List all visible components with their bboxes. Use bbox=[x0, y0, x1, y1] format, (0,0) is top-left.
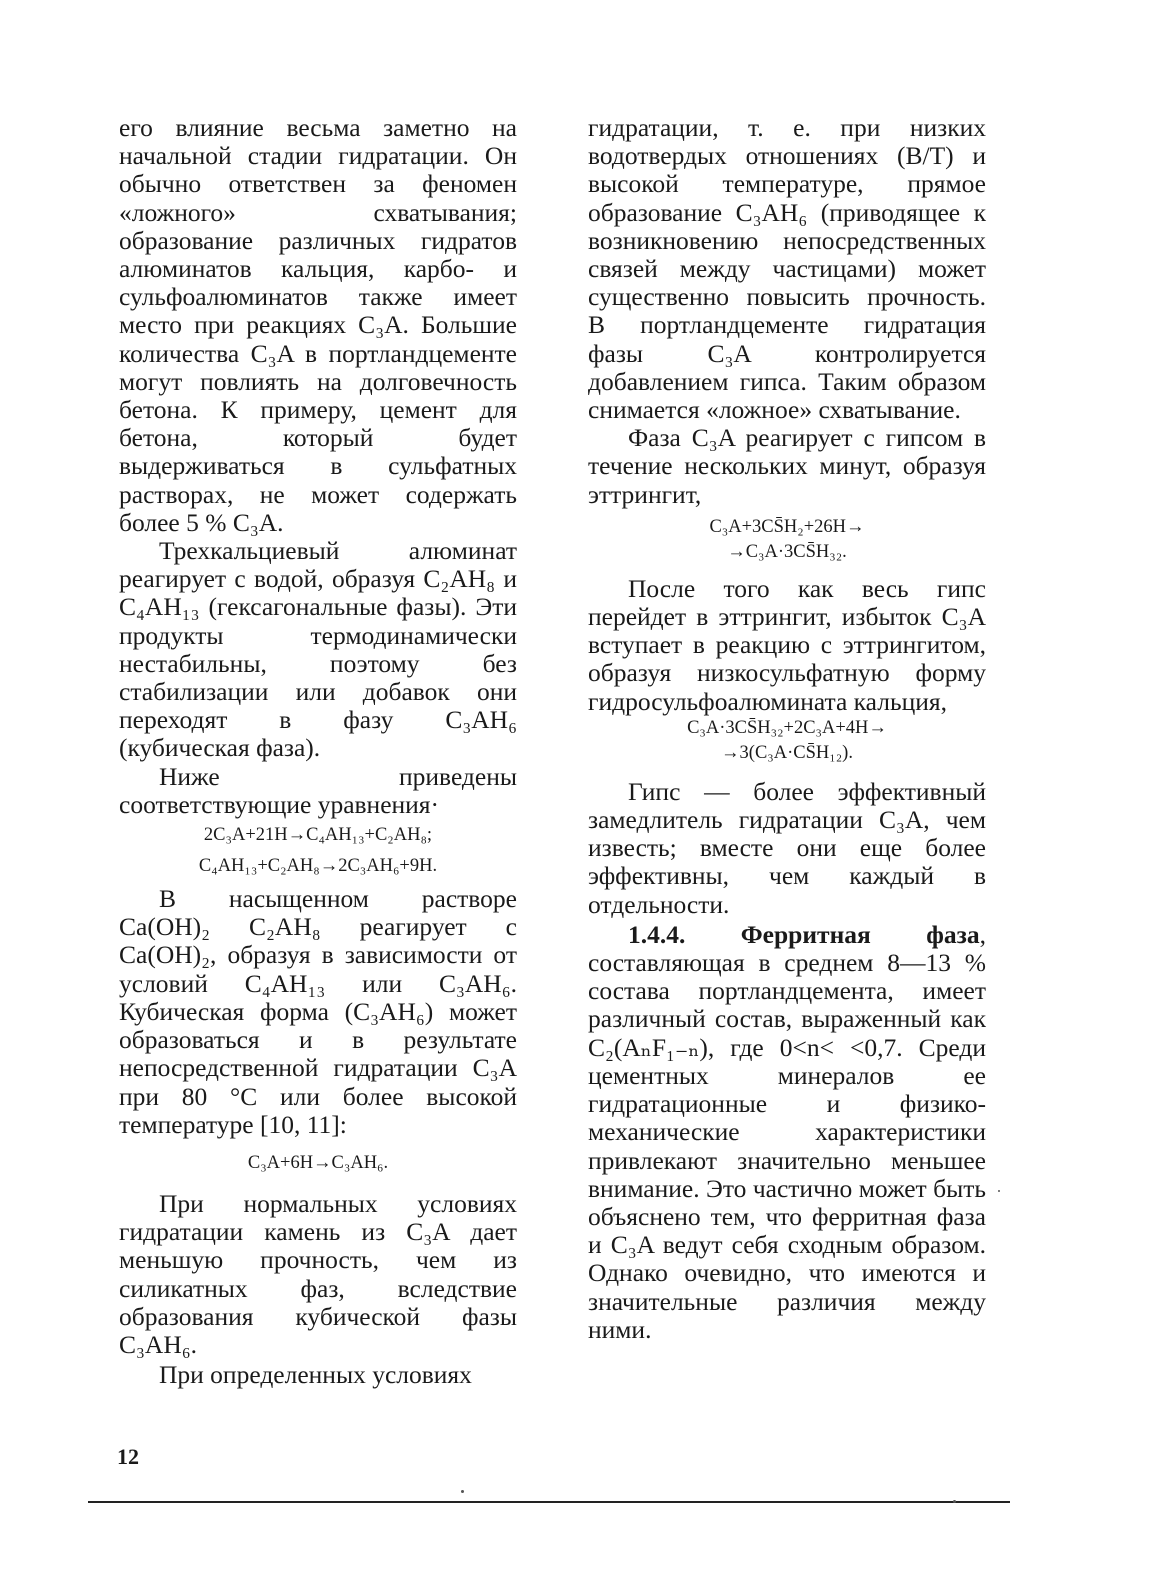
left-paragraph-4: В насыщенном растворе Ca(OH)₂ C₂AH₈ реагирует с Ca(OH)₂, образуя в зависимости от условий C₄AH₁₃ или C₃AH₆. Кубическая форма (C₃AH₆) может образоваться и в результате непосредственной гидратации C₃A при 80 °С или более высокой температуре [10, 11]: bbox=[119, 884, 517, 1139]
equation-5-line-1: C₃A·3CS̄H₃₂+2C₃A+4H→ bbox=[687, 717, 887, 738]
right-paragraph-5 bbox=[588, 921, 986, 1344]
right-paragraph-5-text: , составляющая в среднем 8—13 % состава портландцемента, имеет различный состав, выраженный как C₂(AₙF₁₋ₙ), где 0<n< <0,7. Среди цементных минералов ее гидратационные и физико-механические характеристики привлекают значительно меньшее внимание. Это частично может быть объяснено тем, что ферритная фаза и C₃A ведут себя сходным образом. Однако очевидно, что имеются и значительные различия между ними. bbox=[588, 919, 986, 1344]
equation-5-line-2: →3(C₃A·CS̄H₁₂). bbox=[721, 742, 853, 763]
right-paragraph-1: гидратации, т. е. при низких водотвердых отношениях (В/Т) и высокой температуре, прямое образование C₃AH₆ (приводящее к возникновению непосредственных связей между частицами) может существенно повысить прочность. В портландцементе гидратация фазы C₃A контролируется добавлением гипса. Таким образом снимается «ложное» схватывание. bbox=[588, 113, 986, 425]
scan-speck bbox=[461, 1490, 464, 1493]
right-paragraph-2: Фаза C₃A реагирует с гипсом в течение нескольких минут, образуя эттрингит, bbox=[588, 423, 986, 509]
right-column bbox=[588, 114, 986, 1344]
left-paragraph-2: Трехкальциевый алюминат реагирует с водой, образуя C₂AH₈ и C₄AH₁₃ (гексагональные фазы). Эти продукты термодинамически нестабильны, поэтому без стабилизации или добавок они переходят в фазу C₃AH₆ (кубическая фаза). bbox=[119, 536, 517, 763]
left-paragraph-6: При определенных условиях bbox=[159, 1360, 472, 1390]
equation-4-line-1: C₃A+3CS̄H₂+26H→ bbox=[709, 516, 865, 537]
equation-3: C₃A+6H→C₃AH₆. bbox=[247, 1152, 389, 1173]
scan-speck bbox=[953, 1500, 956, 1503]
page-number: 12 bbox=[117, 1444, 139, 1469]
left-paragraph-5: При нормальных условиях гидратации камень из C₃A дает меньшую прочность, чем из силикатных фаз, вследствие образования кубической фазы C₃AH₆. bbox=[119, 1188, 517, 1359]
section-heading-ferrite-phase: 1.4.4. Ферритная фаза bbox=[628, 919, 980, 949]
equation-4-line-2: →C₃A·3CS̄H₃₂. bbox=[727, 541, 847, 562]
footer-rule bbox=[88, 1501, 1010, 1503]
right-paragraph-4: Гипс — более эффективный замедлитель гидратации C₃A, чем известь; вместе они еще более эффективны, чем каждый в отдельности. bbox=[588, 776, 986, 919]
equation-1: 2C₃A+21H→C₄AH₁₃+C₂AH₈; bbox=[203, 825, 433, 846]
left-column bbox=[119, 114, 517, 1389]
equation-2: C₄AH₁₃+C₂AH₈→2C₃AH₆+9H. bbox=[198, 856, 438, 877]
right-paragraph-3: После того как весь гипс перейдет в эттрингит, избыток C₃A вступает в реакцию с эттрингитом, образуя низкосульфатную форму гидросульфоалюмината кальция, bbox=[588, 573, 986, 716]
left-paragraph-1: его влияние весьма заметно на начальной стадии гидратации. Он обычно ответствен за феномен «ложного» схватывания; образование различных гидратов алюминатов кальция, карбо- и сульфоалюминатов также имеет место при реакциях C₃A. Большие количества C₃A в портландцементе могут повлиять на долговечность бетона. К примеру, цемент для бетона, который будет выдерживаться в сульфатных растворах, не может содержать более 5 % C₃A. bbox=[119, 113, 517, 537]
scan-speck bbox=[998, 1190, 1000, 1192]
left-paragraph-3: Ниже приведены соответствующие уравнения· bbox=[119, 761, 517, 819]
